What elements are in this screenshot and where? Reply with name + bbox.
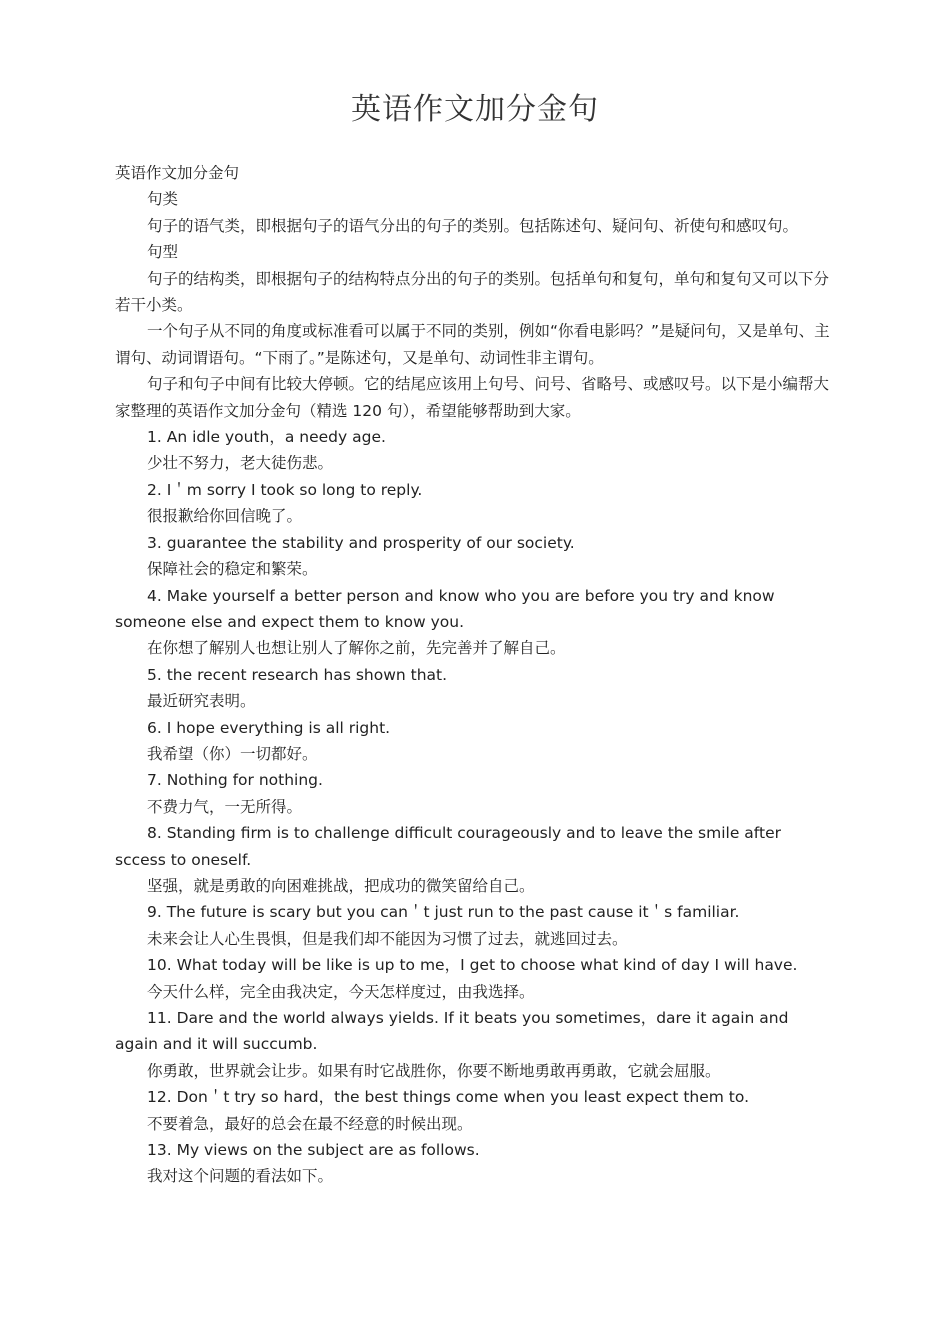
sentence-english-5: 5. the recent research has shown that. (147, 665, 448, 684)
paragraph-classification-example: 一个句子从不同的角度或标准看可以属于不同的类别，例如“你看电影吗？”是疑问句，又是单句、主谓句、动词谓语句。“下雨了。”是陈述句，又是单句、动词性非主谓句。 (115, 322, 830, 367)
heading-sentence-class: 句类 (147, 190, 179, 209)
sentence-chinese-2: 很报歉给你回信晚了。 (147, 507, 303, 526)
subtitle-paragraph: 英语作文加分金句 (115, 164, 240, 182)
sentence-chinese-12: 不要着急，最好的总会在最不经意的时候出现。 (147, 1114, 473, 1133)
sentence-english-8: 8. Standing firm is to challenge difficult courageously and to leave the smile after sccess to oneself. (115, 824, 781, 869)
sentence-chinese-10: 今天什么样，完全由我决定，今天怎样度过，由我选择。 (147, 982, 535, 1001)
sentence-chinese-13: 我对这个问题的看法如下。 (147, 1167, 334, 1186)
sentence-english-6: 6. I hope everything is all right. (147, 718, 391, 737)
sentence-english-11: 11. Dare and the world always yields. If it beats you sometimes，dare it again and again and it will succumb. (115, 1009, 789, 1054)
sentence-english-4: 4. Make yourself a better person and know who you are before you try and know someone else and expect them to know you. (115, 586, 775, 631)
sentence-english-9: 9. The future is scary but you can＇t just run to the past cause it＇s familiar. (147, 903, 740, 922)
sentence-chinese-5: 最近研究表明。 (147, 692, 256, 711)
paragraph-sentence-type-desc: 句子的结构类，即根据句子的结构特点分出的句子的类别。包括单句和复句，单句和复句又可以下分若干小类。 (115, 269, 830, 315)
heading-sentence-type: 句型 (147, 243, 179, 262)
sentence-english-2: 2. I＇m sorry I took so long to reply. (147, 480, 423, 499)
sentence-chinese-11: 你勇敢，世界就会让步。如果有时它战胜你，你要不断地勇敢再勇敢，它就会屈服。 (147, 1061, 721, 1080)
sentence-english-10: 10. What today will be like is up to me，I get to choose what kind of day I will have. (147, 956, 798, 975)
sentence-english-3: 3. guarantee the stability and prosperity of our society. (147, 533, 575, 552)
sentence-chinese-6: 我希望（你）一切都好。 (147, 744, 318, 763)
sentence-english-7: 7. Nothing for nothing. (147, 771, 323, 790)
sentence-chinese-4: 在你想了解别人也想让别人了解你之前，先完善并了解自己。 (147, 639, 566, 658)
sentence-chinese-7: 不费力气，一无所得。 (147, 797, 303, 816)
paragraph-intro: 句子和句子中间有比较大停顿。它的结尾应该用上句号、问号、省略号、或感叹号。以下是小编帮大家整理的英语作文加分金句（精选 120 句），希望能够帮助到大家。 (115, 375, 830, 420)
sentence-english-13: 13. My views on the subject are as follows. (147, 1141, 480, 1160)
sentence-english-1: 1. An idle youth，a needy age. (147, 428, 386, 447)
sentence-chinese-8: 坚强，就是勇敢的向困难挑战，把成功的微笑留给自己。 (147, 876, 535, 895)
sentence-chinese-9: 未来会让人心生畏惧，但是我们却不能因为习惯了过去，就逃回过去。 (147, 929, 628, 948)
paragraph-sentence-class-desc: 句子的语气类，即根据句子的语气分出的句子的类别。包括陈述句、疑问句、祈使句和感叹句。 (147, 216, 799, 235)
sentence-chinese-1: 少壮不努力，老大徒伤悲。 (147, 454, 334, 473)
document-body (115, 160, 835, 1190)
sentence-english-12: 12. Don＇t try so hard，the best things come when you least expect them to. (147, 1088, 750, 1107)
document-title: 英语作文加分金句 (351, 92, 599, 127)
sentence-chinese-3: 保障社会的稳定和繁荣。 (147, 560, 318, 579)
